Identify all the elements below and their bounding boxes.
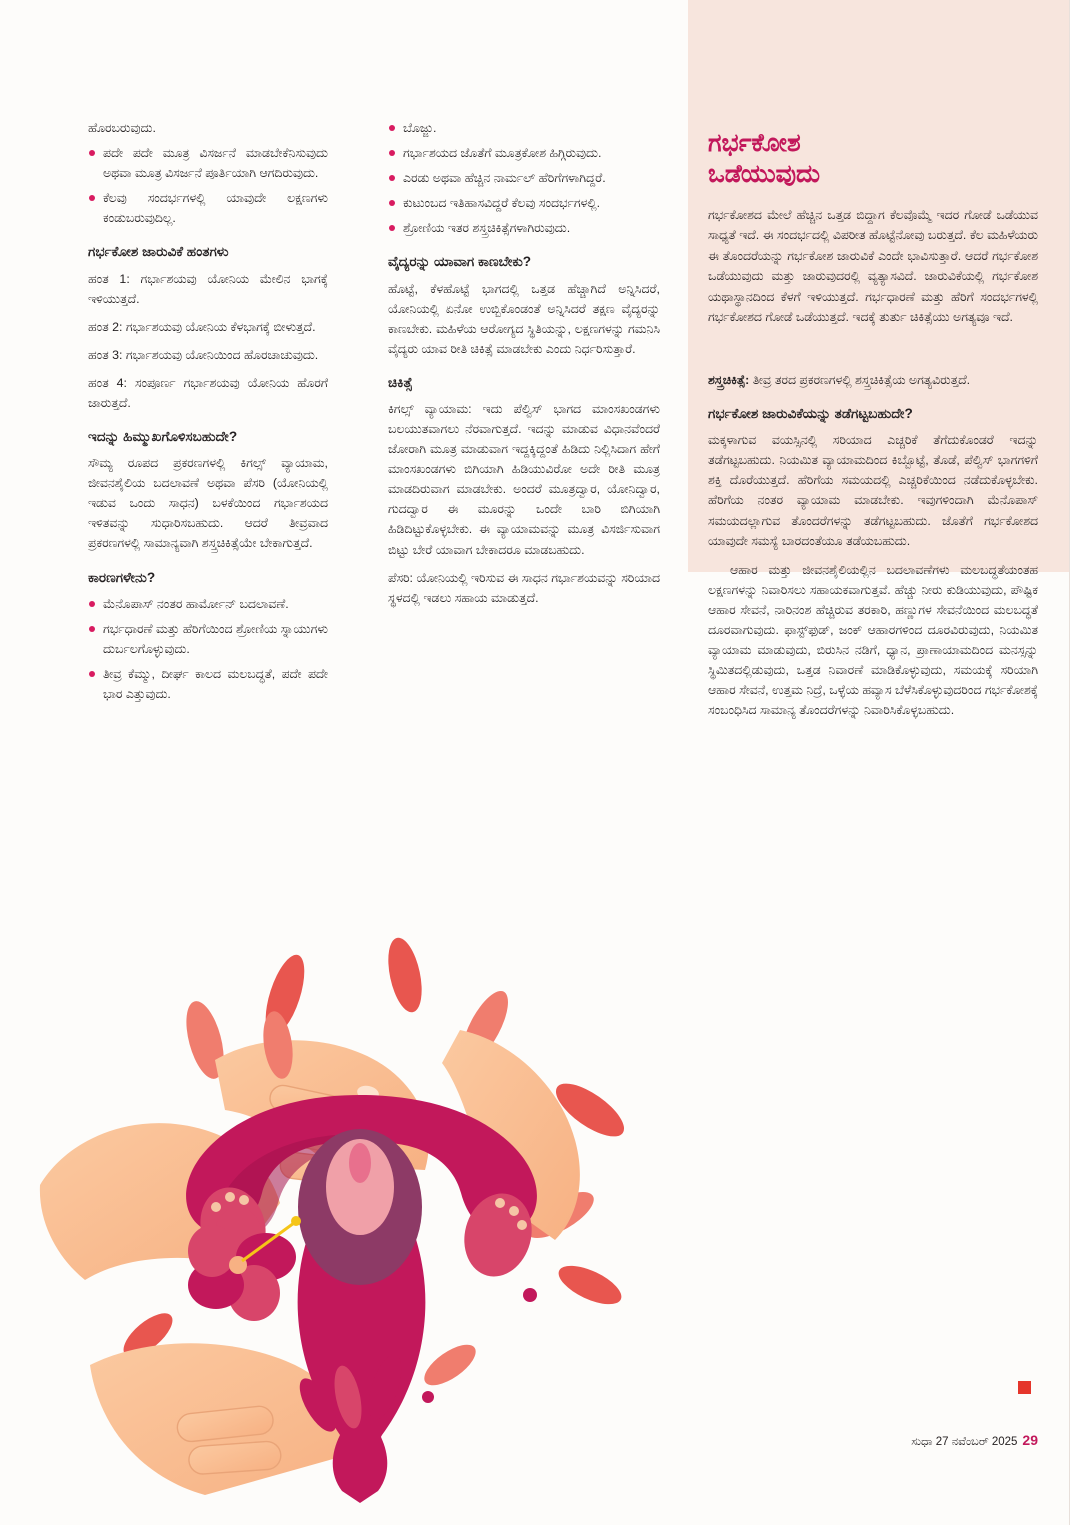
end-of-article-mark xyxy=(1018,1381,1031,1394)
paragraph-prevention-2: ಆಹಾರ ಮತ್ತು ಜೀವನಶೈಲಿಯಲ್ಲಿನ ಬದಲಾವಣೆಗಳು ಮಲಬದ್ಧತೆಯಂತಹ ಲಕ್ಷಣಗಳನ್ನು ನಿವಾರಿಸಲು ಸಹಾಯಕವಾಗುತ್ತವೆ. ಹೆಚ್ಚು ನೀರು ಕುಡಿಯುವುದು, ಪೌಷ್ಟಿಕ ಆಹಾರ ಸೇವನೆ, ನಾರಿನಂಶ ಹೆಚ್ಚಿರುವ ತರಕಾರಿ, ಹಣ್ಣುಗಳ ಸೇವನೆಯಿಂದ ಮಲಬದ್ಧತೆ ದೂರವಾಗುವುದು. ಫಾಸ್ಟ್‌ಫುಡ್, ಜಂಕ್ ಆಹಾರಗಳಿಂದ ದೂರವಿರುವುದು, ನಿಯಮಿತ ವ್ಯಾಯಾಮ ಮಾಡುವುದು, ಬಿರುಸಿನ ನಡಿಗೆ, ಧ್ಯಾನ, ಪ್ರಾಣಾಯಾಮದಿಂದ ಮನಸ್ಸನ್ನು ಸ್ಥಿಮಿತದಲ್ಲಿಡುವುದು, ಒತ್ತಡ ನಿವಾರಣೆ ಮಾಡಿಕೊಳ್ಳುವುದು, ಸಮಯಕ್ಕೆ ಸರಿಯಾಗಿ ಆಹಾರ ಸೇವನೆ, ಉತ್ತಮ ನಿದ್ರೆ, ಒಳ್ಳೆಯ ಹವ್ಯಾಸ ಬೆಳೆಸಿಕೊಳ್ಳುವುದರಿಂದ ಗರ್ಭಕೋಶಕ್ಕೆ ಸಂಬಂಧಿಸಿದ ಸಾಮಾನ್ಯ ತೊಂದರೆಗಳನ್ನು ನಿವಾರಿಸಿಕೊಳ್ಳಬಹುದು. xyxy=(708,562,1038,718)
page-title-line-1: ಗರ್ಭಕೋಶ xyxy=(708,129,801,157)
heading-reverse: ಇದನ್ನು ಹಿಮ್ಮುಖಗೊಳಿಸಬಹುದೇ? xyxy=(88,429,238,445)
list-item: ಬೊಜ್ಜು. xyxy=(388,118,660,138)
column-one xyxy=(88,118,328,712)
heading-causes: ಕಾರಣಗಳೇನು? xyxy=(88,569,156,585)
page-footer xyxy=(708,1432,1038,1449)
stage-1: ಹಂತ 1: ಗರ್ಭಾಶಯವು ಯೋನಿಯ ಮೇಲಿನ ಭಾಗಕ್ಕೆ ಇಳಿಯುತ್ತದೆ. xyxy=(88,271,328,306)
continued-line: ಹೊರಬರುವುದು. xyxy=(88,121,156,135)
article-intro: ಗರ್ಭಕೋಶದ ಮೇಲೆ ಹೆಚ್ಚಿನ ಒತ್ತಡ ಬಿದ್ದಾಗ ಕೆಲವೊಮ್ಮೆ ಇದರ ಗೋಡೆ ಒಡೆಯುವ ಸಾಧ್ಯತೆ ಇದೆ. ಈ ಸಂದರ್ಭದಲ್ಲಿ ವಿಪರೀತ ಹೊಟ್ಟೆನೋವು ಬರುತ್ತದೆ. ಕೆಲ ಮಹಿಳೆಯರು ಈ ತೊಂದರೆಯನ್ನು ಗರ್ಭಕೋಶ ಜಾರುವಿಕೆ ಎಂದೇ ಭಾವಿಸುತ್ತಾರೆ. ಆದರೆ ಗರ್ಭಕೋಶ ಒಡೆಯುವುದು ಮತ್ತು ಜಾರುವುದರಲ್ಲಿ ವ್ಯತ್ಯಾಸವಿದೆ. ಜಾರುವಿಕೆಯಲ್ಲಿ ಗರ್ಭಕೋಶ ಯಥಾಸ್ಥಾನದಿಂದ ಕೆಳಗೆ ಇಳಿಯುತ್ತದೆ. ಗರ್ಭಧಾರಣೆ ಮತ್ತು ಹೆರಿಗೆ ಸಂದರ್ಭಗಳಲ್ಲಿ ಗರ್ಭಕೋಶದ ಗೋಡೆ ಒಡೆಯುತ್ತದೆ. ಇದಕ್ಕೆ ತುರ್ತು ಚಿಕಿತ್ಸೆಯು ಅಗತ್ಯವೂ ಇದೆ. xyxy=(708,207,1038,325)
heading-treatment: ಚಿಕಿತ್ಸೆ xyxy=(388,374,413,390)
list-item: ಶ್ರೋಣಿಯ ಇತರ ಶಸ್ತ್ರಚಿಕಿತ್ಸೆಗಳಾಗಿರುವುದು. xyxy=(388,218,660,238)
causes-list xyxy=(88,594,328,704)
list-item: ಎರಡು ಅಥವಾ ಹೆಚ್ಚಿನ ನಾರ್ಮಲ್ ಹೆರಿಗೆಗಳಾಗಿದ್ದರೆ. xyxy=(388,168,660,188)
page-number: 29 xyxy=(1022,1432,1038,1448)
uterus-illustration xyxy=(30,935,670,1505)
heading-stages: ಗರ್ಭಕೋಶ ಜಾರುವಿಕೆ ಹಂತಗಳು xyxy=(88,244,229,260)
paragraph-reverse: ಸೌಮ್ಯ ರೂಪದ ಪ್ರಕರಣಗಳಲ್ಲಿ ಕಿಗಲ್ಸ್ ವ್ಯಾಯಾಮ, ಜೀವನಶೈಲಿಯ ಬದಲಾವಣೆ ಅಥವಾ ಪೆಸರಿ (ಯೋನಿಯಲ್ಲಿ ಇಡುವ ಒಂದು ಸಾಧನ) ಬಳಕೆಯಿಂದ ಗರ್ಭಾಶಯದ ಇಳಿತವನ್ನು ಸುಧಾರಿಸಬಹುದು. ಆದರೆ ತೀವ್ರವಾದ ಪ್ರಕರಣಗಳಲ್ಲಿ ಸಾಮಾನ್ಯವಾಗಿ ಶಸ್ತ್ರಚಿಕಿತ್ಸೆಯೇ ಬೇಕಾಗುತ್ತದೆ. xyxy=(88,456,328,551)
list-item: ಕೆಲವು ಸಂದರ್ಭಗಳಲ್ಲಿ ಯಾವುದೇ ಲಕ್ಷಣಗಳು ಕಂಡುಬರುವುದಿಲ್ಲ. xyxy=(88,188,328,228)
paragraph-surgery xyxy=(708,370,1038,390)
list-item: ಮೆನೊಪಾಸ್ ನಂತರ ಹಾರ್ಮೋನ್ ಬದಲಾವಣೆ. xyxy=(88,594,328,614)
stage-3: ಹಂತ 3: ಗರ್ಭಾಶಯವು ಯೋನಿಯಿಂದ ಹೊರಚಾಚುವುದು. xyxy=(88,347,319,362)
heading-prevention: ಗರ್ಭಕೋಶ ಜಾರುವಿಕೆಯನ್ನು ತಡೆಗಟ್ಟಬಹುದೇ? xyxy=(708,406,913,422)
surgery-text: ತೀವ್ರ ತರದ ಪ್ರಕರಣಗಳಲ್ಲಿ ಶಸ್ತ್ರಚಿಕಿತ್ಸೆಯ ಅಗತ್ಯವಿರುತ್ತದೆ. xyxy=(749,373,971,388)
paragraph-kegel: ಕಿಗಲ್ಸ್ ವ್ಯಾಯಾಮ: ಇದು ಪೆಲ್ವಿಸ್ ಭಾಗದ ಮಾಂಸಖಂಡಗಳು ಬಲಯುತವಾಗಲು ನೆರವಾಗುತ್ತದೆ. ಇದನ್ನು ಮಾಡುವ ವಿಧಾನವೆಂದರೆ ಜೋರಾಗಿ ಮೂತ್ರ ಮಾಡುವಾಗ ಇದ್ದಕ್ಕಿದ್ದಂತೆ ಹಿಡಿದು ನಿಲ್ಲಿಸಿದಾಗ ಹೇಗೆ ಮಾಂಸಖಂಡಗಳು ಬಿಗಿಯಾಗಿ ಹಿಡಿಯುವಿರೋ ಅದೇ ರೀತಿ ಮೂತ್ರ ಮಾಡದಿರುವಾಗ ಮಾಡಬೇಕು. ಅಂದರೆ ಮೂತ್ರದ್ವಾರ, ಯೋನಿದ್ವಾರ, ಗುದದ್ವಾರ ಈ ಮೂರನ್ನು ಒಂದೇ ಬಾರಿ ಬಿಗಿಯಾಗಿ ಹಿಡಿದಿಟ್ಟುಕೊಳ್ಳಬೇಕು. ಈ ವ್ಯಾಯಾಮವನ್ನು ಮೂತ್ರ ವಿಸರ್ಜಿಸುವಾಗ ಬಿಟ್ಟು ಬೇರೆ ಯಾವಾಗ ಬೇಕಾದರೂ ಮಾಡಬಹುದು. xyxy=(388,401,660,557)
stage-4: ಹಂತ 4: ಸಂಪೂರ್ಣ ಗರ್ಭಾಶಯವು ಯೋನಿಯ ಹೊರಗೆ ಜಾರುತ್ತದೆ. xyxy=(88,375,328,410)
column-three xyxy=(708,128,1038,730)
page-title-line-2: ಒಡೆಯುವುದು xyxy=(708,160,821,189)
list-item: ಗರ್ಭಾಶಯದ ಜೊತೆಗೆ ಮೂತ್ರಕೋಶ ಹಿಗ್ಗಿರುವುದು. xyxy=(388,143,660,163)
list-item: ಗರ್ಭಧಾರಣೆ ಮತ್ತು ಹೆರಿಗೆಯಿಂದ ಶ್ರೋಣಿಯ ಸ್ನಾಯುಗಳು ದುರ್ಬಲಗೊಳ್ಳುವುದು. xyxy=(88,619,328,659)
surgery-label: ಶಸ್ತ್ರಚಿಕಿತ್ಸೆ: xyxy=(708,373,750,388)
list-item: ಕುಟುಂಬದ ಇತಿಹಾಸವಿದ್ದರೆ ಕೆಲವು ಸಂದರ್ಭಗಳಲ್ಲಿ. xyxy=(388,193,660,213)
paragraph-prevention-1: ಮಕ್ಕಳಾಗುವ ವಯಸ್ಸಿನಲ್ಲಿ ಸರಿಯಾದ ಎಚ್ಚರಿಕೆ ತೆಗೆದುಕೊಂಡರೆ ಇದನ್ನು ತಡೆಗಟ್ಟಬಹುದು. ನಿಯಮಿತ ವ್ಯಾಯಾಮದಿಂದ ಕಿಬ್ಬೊಟ್ಟೆ, ತೊಡೆ, ಪೆಲ್ವಿಸ್ ಭಾಗಗಳಿಗೆ ಶಕ್ತಿ ದೊರೆಯುತ್ತದೆ. ಹೆರಿಗೆಯ ಸಮಯದಲ್ಲಿ ಎಚ್ಚರಿಕೆಯಿಂದ ನಡೆದುಕೊಳ್ಳಬೇಕು. ಹೆರಿಗೆಯ ನಂತರ ವ್ಯಾಯಾಮ ಮಾಡಬೇಕು. ಇವುಗಳಿಂದಾಗಿ ಮೆನೊಪಾಸ್ ಸಮಯದಲ್ಲಾಗುವ ತೊಂದರೆಗಳನ್ನು ತಡೆಗಟ್ಟಬಹುದು. ಜೊತೆಗೆ ಗರ್ಭಕೋಶದ ಯಾವುದೇ ಸಮಸ್ಯೆ ಬಾರದಂತೆಯೂ ತಡೆಯಬಹುದು. xyxy=(708,433,1038,548)
paragraph-pessary: ಪೆಸರಿ: ಯೋನಿಯಲ್ಲಿ ಇರಿಸುವ ಈ ಸಾಧನ ಗರ್ಭಾಶಯವನ್ನು ಸರಿಯಾದ ಸ್ಥಳದಲ್ಲಿ ಇಡಲು ಸಹಾಯ ಮಾಡುತ್ತದೆ. xyxy=(388,570,660,605)
stage-2: ಹಂತ 2: ಗರ್ಭಾಶಯವು ಯೋನಿಯ ಕೆಳಭಾಗಕ್ಕೆ ಬೀಳುತ್ತದೆ. xyxy=(88,319,316,334)
paragraph-doctor: ಹೊಟ್ಟೆ, ಕೆಳಹೊಟ್ಟೆ ಭಾಗದಲ್ಲಿ ಒತ್ತಡ ಹೆಚ್ಚಾಗಿದೆ ಅನ್ನಿಸಿದರೆ, ಯೋನಿಯಲ್ಲಿ ಏನೋ ಉಬ್ಬಿಕೊಂಡಂತೆ ಅನ್ನಿಸಿದರೆ ತಕ್ಷಣ ವೈದ್ಯರನ್ನು ಕಾಣಬೇಕು. ಮಹಿಳೆಯ ಆರೋಗ್ಯದ ಸ್ಥಿತಿಯನ್ನು, ಲಕ್ಷಣಗಳನ್ನು ಗಮನಿಸಿ ವೈದ್ಯರು ಯಾವ ರೀತಿ ಚಿಕಿತ್ಸೆ ಮಾಡಬೇಕು ಎಂದು ನಿರ್ಧರಿಸುತ್ತಾರೆ. xyxy=(388,281,660,356)
page-title xyxy=(708,128,1038,191)
symptoms-list xyxy=(88,143,328,228)
list-item: ಪದೇ ಪದೇ ಮೂತ್ರ ವಿಸರ್ಜನೆ ಮಾಡಬೇಕೆನಿಸುವುದು ಅಥವಾ ಮೂತ್ರ ವಿಸರ್ಜನೆ ಪೂರ್ತಿಯಾಗಿ ಆಗದಿರುವುದು. xyxy=(88,143,328,183)
risk-factors-list xyxy=(388,118,660,238)
page-edge xyxy=(1069,0,1078,1525)
heading-when-to-see-doctor: ವೈದ್ಯರನ್ನು ಯಾವಾಗ ಕಾಣಬೇಕು? xyxy=(388,254,532,270)
column-two xyxy=(388,118,660,616)
issue-label: ಸುಧಾ 27 ನವೆಂಬರ್ 2025 xyxy=(911,1436,1018,1448)
list-item: ತೀವ್ರ ಕೆಮ್ಮು, ದೀರ್ಘ ಕಾಲದ ಮಲಬದ್ಧತೆ, ಪದೇ ಪದೇ ಭಾರ ಎತ್ತುವುದು. xyxy=(88,664,328,704)
